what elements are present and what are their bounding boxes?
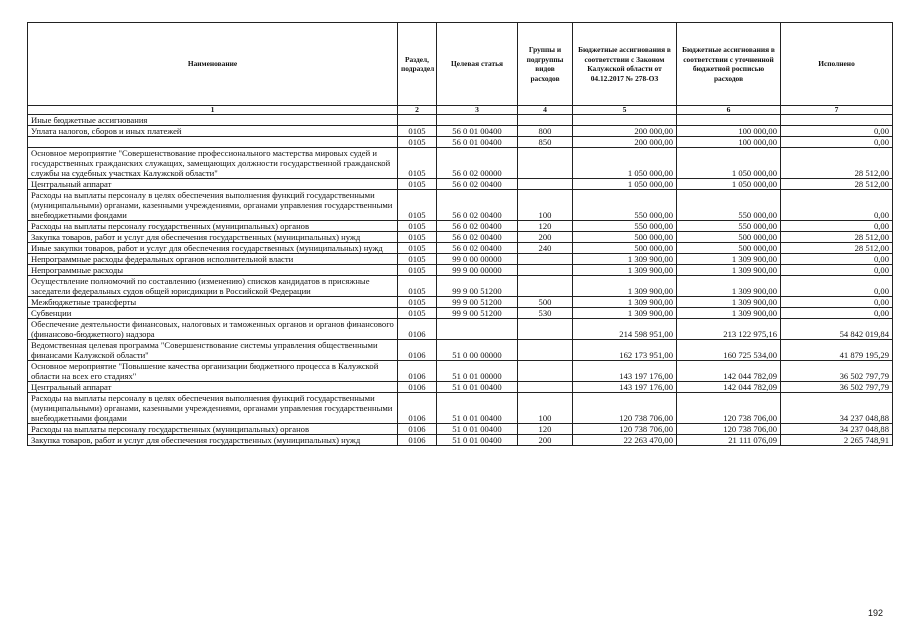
column-number: 6 <box>677 106 781 115</box>
row-group-cell <box>518 276 573 297</box>
row-refined-cell: 1 309 900,00 <box>677 265 781 276</box>
row-executed-cell: 28 512,00 <box>781 243 893 254</box>
row-executed-cell: 54 842 019,84 <box>781 319 893 340</box>
row-refined-cell: 500 000,00 <box>677 232 781 243</box>
row-target-cell: 99 9 00 51200 <box>437 297 518 308</box>
header-name: Наименование <box>28 23 398 106</box>
table-row <box>28 137 893 148</box>
row-name-cell: Межбюджетные трансферты <box>28 297 398 308</box>
row-law-cell: 162 173 951,00 <box>573 340 677 361</box>
header-target: Целевая статья <box>437 23 518 106</box>
row-refined-cell: 120 738 706,00 <box>677 393 781 424</box>
row-law-cell: 500 000,00 <box>573 232 677 243</box>
row-refined-cell: 100 000,00 <box>677 126 781 137</box>
table-row <box>28 435 893 446</box>
row-refined-cell: 142 044 782,09 <box>677 382 781 393</box>
row-name-cell: Уплата налогов, сборов и иных платежей <box>28 126 398 137</box>
row-executed-cell: 2 265 748,91 <box>781 435 893 446</box>
row-section-cell: 0105 <box>398 254 437 265</box>
row-executed-cell: 34 237 048,88 <box>781 424 893 435</box>
row-section-cell: 0106 <box>398 424 437 435</box>
row-executed-cell: 0,00 <box>781 276 893 297</box>
row-target-cell: 99 9 00 51200 <box>437 308 518 319</box>
row-section-cell: 0105 <box>398 308 437 319</box>
row-group-cell: 200 <box>518 435 573 446</box>
row-law-cell: 143 197 176,00 <box>573 361 677 382</box>
row-executed-cell: 28 512,00 <box>781 232 893 243</box>
row-law-cell: 1 309 900,00 <box>573 254 677 265</box>
row-group-cell: 200 <box>518 232 573 243</box>
row-name-cell: Непрограммные расходы <box>28 265 398 276</box>
row-refined-cell: 213 122 975,16 <box>677 319 781 340</box>
row-target-cell <box>437 115 518 126</box>
table-row <box>28 308 893 319</box>
row-refined-cell: 550 000,00 <box>677 190 781 221</box>
row-law-cell: 143 197 176,00 <box>573 382 677 393</box>
row-section-cell: 0106 <box>398 393 437 424</box>
row-target-cell: 56 0 02 00400 <box>437 221 518 232</box>
column-number: 4 <box>518 106 573 115</box>
row-executed-cell: 0,00 <box>781 265 893 276</box>
row-target-cell: 99 0 00 00000 <box>437 254 518 265</box>
table-row <box>28 148 893 179</box>
row-law-cell: 500 000,00 <box>573 243 677 254</box>
row-target-cell: 51 0 01 00000 <box>437 361 518 382</box>
row-refined-cell: 1 309 900,00 <box>677 276 781 297</box>
table-row <box>28 115 893 126</box>
row-target-cell: 56 0 02 00400 <box>437 232 518 243</box>
row-law-cell: 1 309 900,00 <box>573 276 677 297</box>
row-refined-cell: 1 309 900,00 <box>677 254 781 265</box>
row-executed-cell <box>781 115 893 126</box>
row-target-cell: 99 9 00 51200 <box>437 276 518 297</box>
column-number: 3 <box>437 106 518 115</box>
row-name-cell: Непрограммные расходы федеральных органов исполнительной власти <box>28 254 398 265</box>
row-name-cell: Субвенции <box>28 308 398 319</box>
row-section-cell: 0105 <box>398 179 437 190</box>
table-row <box>28 319 893 340</box>
row-executed-cell: 0,00 <box>781 126 893 137</box>
row-name-cell: Расходы на выплаты персоналу государственных (муниципальных) органов <box>28 221 398 232</box>
row-law-cell: 200 000,00 <box>573 137 677 148</box>
table-row <box>28 276 893 297</box>
row-name-cell: Основное мероприятие "Совершенствование профессионального мастерства мировых судей и государственных гражданских служащих, замещающих должности государственной гражданской службы на судебных участках Калужской области" <box>28 148 398 179</box>
row-section-cell: 0106 <box>398 382 437 393</box>
row-law-cell: 120 738 706,00 <box>573 393 677 424</box>
row-name-cell: Центральный аппарат <box>28 382 398 393</box>
table-row <box>28 243 893 254</box>
column-number-row <box>28 106 893 115</box>
row-group-cell <box>518 361 573 382</box>
row-executed-cell: 0,00 <box>781 221 893 232</box>
budget-document-sheet <box>27 22 892 446</box>
row-law-cell: 550 000,00 <box>573 190 677 221</box>
row-name-cell: Расходы на выплаты персоналу в целях обеспечения выполнения функций государственными (муниципальными) органами, казенными учреждениями, органами управления государственными внебюджетными фондами <box>28 393 398 424</box>
row-section-cell: 0105 <box>398 265 437 276</box>
row-group-cell: 240 <box>518 243 573 254</box>
row-name-cell: Расходы на выплаты персоналу государственных (муниципальных) органов <box>28 424 398 435</box>
row-refined-cell: 100 000,00 <box>677 137 781 148</box>
row-group-cell: 800 <box>518 126 573 137</box>
column-number: 2 <box>398 106 437 115</box>
row-executed-cell: 41 879 195,29 <box>781 340 893 361</box>
column-number: 5 <box>573 106 677 115</box>
row-law-cell: 1 050 000,00 <box>573 179 677 190</box>
row-target-cell: 99 9 00 00000 <box>437 265 518 276</box>
row-group-cell <box>518 115 573 126</box>
budget-table <box>27 22 893 446</box>
row-law-cell: 120 738 706,00 <box>573 424 677 435</box>
table-row <box>28 232 893 243</box>
row-law-cell: 214 598 951,00 <box>573 319 677 340</box>
row-group-cell: 120 <box>518 221 573 232</box>
row-group-cell <box>518 319 573 340</box>
row-target-cell: 51 0 00 00000 <box>437 340 518 361</box>
row-law-cell: 1 050 000,00 <box>573 148 677 179</box>
row-target-cell: 51 0 01 00400 <box>437 382 518 393</box>
row-group-cell <box>518 265 573 276</box>
row-group-cell <box>518 148 573 179</box>
row-target-cell: 56 0 02 00000 <box>437 148 518 179</box>
row-section-cell: 0106 <box>398 319 437 340</box>
header-refined: Бюджетные ассигнования в соответствии с уточненной бюджетной росписью расходов <box>677 23 781 106</box>
table-row <box>28 190 893 221</box>
table-row <box>28 297 893 308</box>
row-section-cell: 0106 <box>398 361 437 382</box>
table-row <box>28 340 893 361</box>
row-group-cell <box>518 382 573 393</box>
row-name-cell: Иные закупки товаров, работ и услуг для обеспечения государственных (муниципальных) нужд <box>28 243 398 254</box>
row-section-cell: 0105 <box>398 297 437 308</box>
row-executed-cell: 34 237 048,88 <box>781 393 893 424</box>
table-row <box>28 265 893 276</box>
column-number: 1 <box>28 106 398 115</box>
row-group-cell: 100 <box>518 190 573 221</box>
row-section-cell <box>398 115 437 126</box>
header-law: Бюджетные ассигнования в соответствии с Законом Калужской области от 04.12.2017 № 278-ОЗ <box>573 23 677 106</box>
header-executed: Исполнено <box>781 23 893 106</box>
row-executed-cell: 36 502 797,79 <box>781 382 893 393</box>
header-groups: Группы и подгруппы видов расходов <box>518 23 573 106</box>
row-target-cell: 56 0 02 00400 <box>437 190 518 221</box>
row-executed-cell: 28 512,00 <box>781 148 893 179</box>
row-section-cell: 0105 <box>398 232 437 243</box>
row-section-cell: 0105 <box>398 276 437 297</box>
row-group-cell: 120 <box>518 424 573 435</box>
row-section-cell: 0105 <box>398 137 437 148</box>
row-law-cell: 1 309 900,00 <box>573 265 677 276</box>
row-refined-cell: 142 044 782,09 <box>677 361 781 382</box>
row-group-cell <box>518 340 573 361</box>
row-name-cell: Ведомственная целевая программа "Совершенствование системы управления общественными финансами Калужской области" <box>28 340 398 361</box>
row-section-cell: 0105 <box>398 148 437 179</box>
row-name-cell: Обеспечение деятельности финансовых, налоговых и таможенных органов и органов финансового (финансово-бюджетного) надзора <box>28 319 398 340</box>
row-section-cell: 0106 <box>398 340 437 361</box>
row-refined-cell: 1 050 000,00 <box>677 148 781 179</box>
row-name-cell: Закупка товаров, работ и услуг для обеспечения государственных (муниципальных) нужд <box>28 435 398 446</box>
row-name-cell: Осуществление полномочий по составлению (изменению) списков кандидатов в присяжные заседатели федеральных судов общей юрисдикции в Российской Федерации <box>28 276 398 297</box>
row-executed-cell: 0,00 <box>781 297 893 308</box>
row-executed-cell: 36 502 797,79 <box>781 361 893 382</box>
row-group-cell <box>518 254 573 265</box>
row-refined-cell: 120 738 706,00 <box>677 424 781 435</box>
row-target-cell: 51 0 01 00400 <box>437 424 518 435</box>
row-section-cell: 0105 <box>398 190 437 221</box>
row-law-cell: 1 309 900,00 <box>573 297 677 308</box>
page-number: 192 <box>867 608 883 618</box>
table-body <box>28 115 893 446</box>
row-refined-cell: 500 000,00 <box>677 243 781 254</box>
row-section-cell: 0105 <box>398 243 437 254</box>
row-refined-cell: 1 309 900,00 <box>677 308 781 319</box>
row-refined-cell: 550 000,00 <box>677 221 781 232</box>
row-law-cell: 200 000,00 <box>573 126 677 137</box>
row-target-cell: 56 0 01 00400 <box>437 137 518 148</box>
row-law-cell: 1 309 900,00 <box>573 308 677 319</box>
row-executed-cell: 0,00 <box>781 190 893 221</box>
row-group-cell: 530 <box>518 308 573 319</box>
header-row <box>28 23 893 106</box>
column-number: 7 <box>781 106 893 115</box>
row-refined-cell: 1 050 000,00 <box>677 179 781 190</box>
row-name-cell: Основное мероприятие "Повышение качества организации бюджетного процесса в Калужской области на всех его стадиях" <box>28 361 398 382</box>
row-section-cell: 0106 <box>398 435 437 446</box>
row-section-cell: 0105 <box>398 126 437 137</box>
row-target-cell: 56 0 02 00400 <box>437 179 518 190</box>
row-target-cell: 56 0 01 00400 <box>437 126 518 137</box>
row-target-cell: 56 0 02 00400 <box>437 243 518 254</box>
row-target-cell: 51 0 01 00400 <box>437 393 518 424</box>
table-row <box>28 179 893 190</box>
table-row <box>28 254 893 265</box>
table-row <box>28 382 893 393</box>
row-name-cell: Закупка товаров, работ и услуг для обеспечения государственных (муниципальных) нужд <box>28 232 398 243</box>
row-section-cell: 0105 <box>398 221 437 232</box>
row-law-cell: 550 000,00 <box>573 221 677 232</box>
row-refined-cell: 21 111 076,09 <box>677 435 781 446</box>
row-executed-cell: 28 512,00 <box>781 179 893 190</box>
table-row <box>28 424 893 435</box>
row-refined-cell <box>677 115 781 126</box>
table-row <box>28 126 893 137</box>
row-group-cell <box>518 179 573 190</box>
row-name-cell: Центральный аппарат <box>28 179 398 190</box>
row-law-cell: 22 263 470,00 <box>573 435 677 446</box>
row-refined-cell: 160 725 534,00 <box>677 340 781 361</box>
table-row <box>28 361 893 382</box>
row-executed-cell: 0,00 <box>781 308 893 319</box>
row-executed-cell: 0,00 <box>781 137 893 148</box>
row-group-cell: 100 <box>518 393 573 424</box>
table-row <box>28 221 893 232</box>
row-group-cell: 850 <box>518 137 573 148</box>
row-refined-cell: 1 309 900,00 <box>677 297 781 308</box>
row-group-cell: 500 <box>518 297 573 308</box>
row-target-cell <box>437 319 518 340</box>
row-name-cell <box>28 137 398 148</box>
table-row <box>28 393 893 424</box>
row-name-cell: Иные бюджетные ассигнования <box>28 115 398 126</box>
row-name-cell: Расходы на выплаты персоналу в целях обеспечения выполнения функций государственными (муниципальными) органами, казенными учреждениями, органами управления государственными внебюджетными фондами <box>28 190 398 221</box>
row-law-cell <box>573 115 677 126</box>
row-target-cell: 51 0 01 00400 <box>437 435 518 446</box>
row-executed-cell: 0,00 <box>781 254 893 265</box>
header-section: Раздел, подраздел <box>398 23 437 106</box>
